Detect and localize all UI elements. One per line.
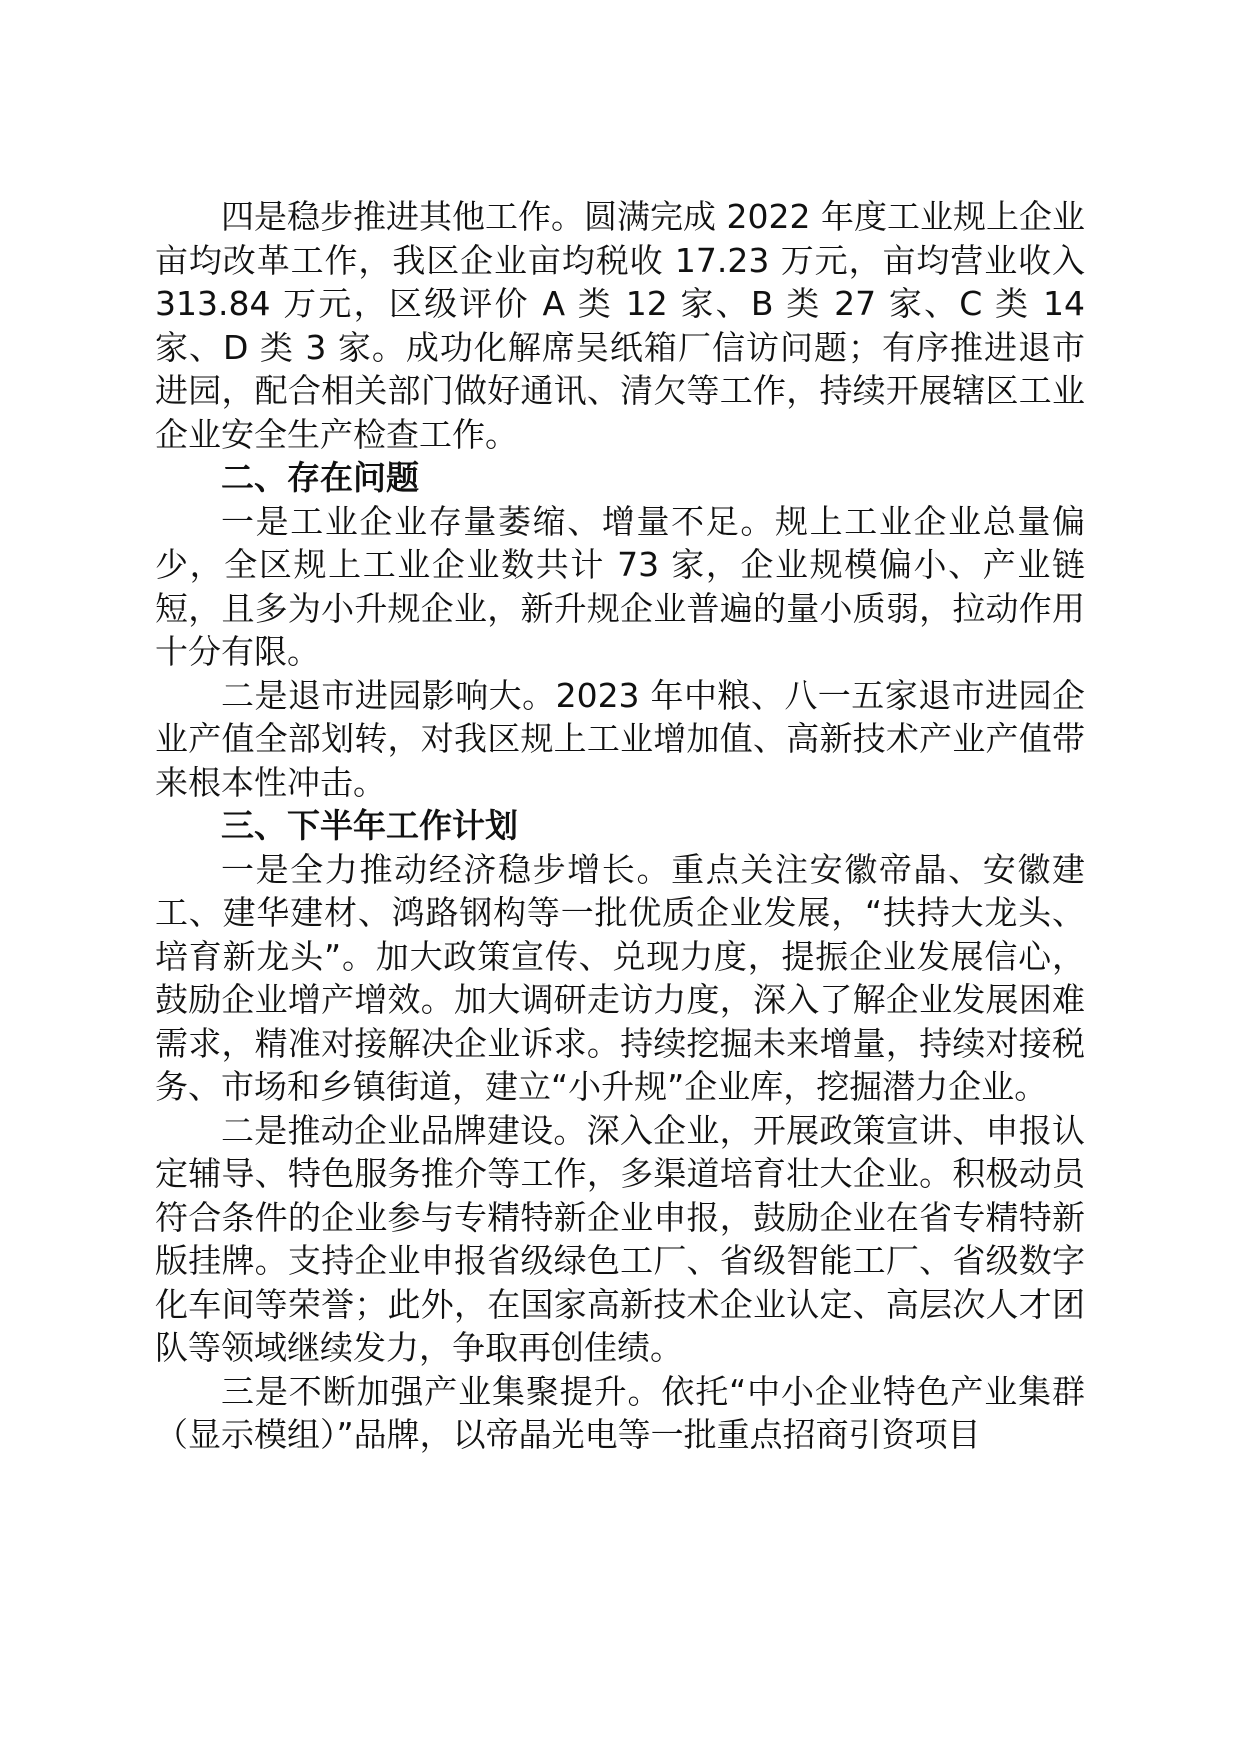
paragraph-problem-one: 一是工业企业存量萎缩、增量不足。规上工业企业总量偏少，全区规上工业企业数共计 73 家，企业规模偏小、产业链短，且多为小升规企业，新升规企业普遍的量小质弱，拉动作用十分有限。	[155, 501, 1085, 671]
document-page	[155, 195, 1085, 1457]
paragraph-plan-three: 三是不断加强产业集聚提升。依托“中小企业特色产业集群（显示模组）”品牌，以帝晶光电等一批重点招商引资项目	[155, 1371, 1085, 1454]
section-heading-plan: 三、下半年工作计划	[221, 806, 518, 845]
paragraph-problem-two: 二是退市进园影响大。2023 年中粮、八一五家退市进园企业产值全部划转，对我区规上工业增加值、高新技术产业产值带来根本性冲击。	[155, 675, 1085, 802]
paragraph-plan-two: 二是推动企业品牌建设。深入企业，开展政策宣讲、申报认定辅导、特色服务推介等工作，多渠道培育壮大企业。积极动员符合条件的企业参与专精特新企业申报，鼓励企业在省专精特新版挂牌。支持企业申报省级绿色工厂、省级智能工厂、省级数字化车间等荣誉；此外，在国家高新技术企业认定、高层次人才团队等领域继续发力，争取再创佳绩。	[155, 1110, 1085, 1367]
section-heading-problems: 二、存在问题	[221, 458, 419, 497]
paragraph-other-work: 四是稳步推进其他工作。圆满完成 2022 年度工业规上企业亩均改革工作，我区企业亩均税收 17.23 万元，亩均营业收入 313.84 万元，区级评价 A 类 12 家、B 类 27 家、C 类 14 家、D 类 3 家。成功化解席吴纸箱厂信访问题；有序推进退市进园，配合相关部门做好通讯、清欠等工作，持续开展辖区工业企业安全生产检查工作。	[155, 197, 1085, 454]
paragraph-plan-one: 一是全力推动经济稳步增长。重点关注安徽帝晶、安徽建工、建华建材、鸿路钢构等一批优质企业发展，“扶持大龙头、培育新龙头”。加大政策宣传、兑现力度，提振企业发展信心，鼓励企业增产增效。加大调研走访力度，深入了解企业发展困难需求，精准对接解决企业诉求。持续挖掘未来增量，持续对接税务、市场和乡镇街道，建立“小升规”企业库，挖掘潜力企业。	[155, 849, 1085, 1106]
